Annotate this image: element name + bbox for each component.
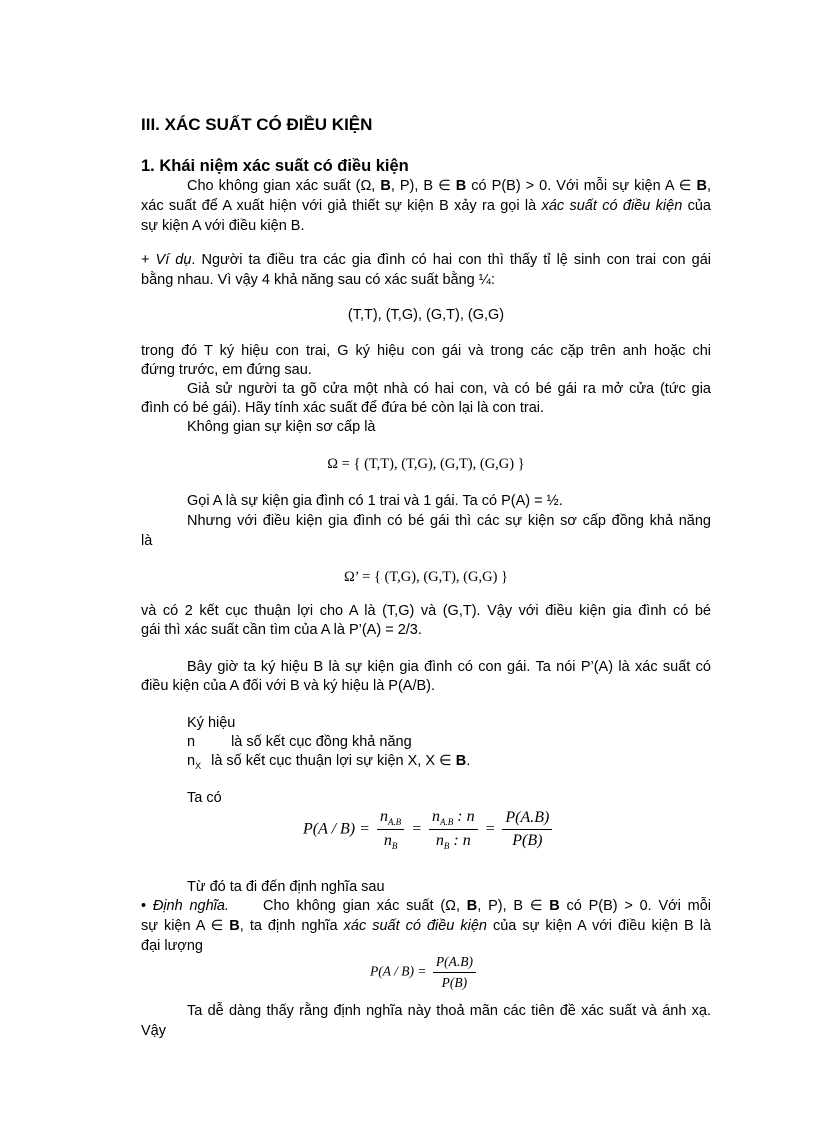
example-line-10: là [141, 533, 153, 549]
example-line-9: Nhưng với điều kiện gia đình có bé gái thì các sự kiện sơ cấp đồng khả năng [187, 513, 711, 529]
formula2-fraction: $\frac{P(A.B)}{P(B)}$ [433, 954, 476, 991]
intro-line-3: sự kiện A với điều kiện B. [141, 218, 305, 234]
example-line-3: trong đó T ký hiệu con trai, G ký hiệu con gái và trong các cặp trên anh hoặc chi [141, 343, 711, 359]
conditional-probability-formula: P(A / B) = $\frac{n_{A.B}}{n_B}$ = $\frac{n_{A.B} : n}{n_B : n}$ = $\frac{P(A.B)}{P(B)}$ [303, 808, 555, 851]
definition-formula [370, 954, 479, 991]
formula2-lhs: P(A / B) = [370, 963, 427, 979]
formula1-lhs: P(A / B) = [303, 820, 370, 838]
definition-line-3: đại lượng [141, 938, 203, 954]
notation-nx-line: $n_X$ là số kết cục thuận lợi sự kiện X, X ∈ B. [187, 753, 471, 771]
example-line-6: đình có bé gái). Hãy tính xác suất để đứa bé còn lại là con trai. [141, 400, 545, 416]
definition-lead: Từ đó ta đi đến định nghĩa sau [187, 879, 385, 895]
formula1-fraction-3: $\frac{P(A.B)}{P(B)}$ [502, 809, 552, 850]
outcomes-formula: (T,T), (T,G), (G,T), (G,G) [347, 307, 505, 323]
example-line-8: Gọi A là sự kiện gia đình có 1 trai và 1 gái. Ta có P(A) = ½. [187, 493, 563, 509]
example-line-4: đứng trước, em đứng sau. [141, 362, 312, 378]
formula1-fraction-1: $\frac{n_{A.B}}{n_B}$ [377, 808, 404, 851]
example-line-1: + Ví dụ. Người ta điều tra các gia đình có hai con thì thấy tỉ lệ sinh con trai con gái [141, 252, 711, 268]
ta-co-label: Ta có [187, 790, 222, 806]
example-line-5: Giả sử người ta gõ cửa một nhà có hai con, và có bé gái ra mở cửa (tức gia [187, 381, 711, 397]
intro-line-2: xác suất để A xuất hiện với giả thiết sự kiện B xảy ra gọi là xác suất có điều kiện của [141, 198, 711, 214]
closing-line-1: Ta dễ dàng thấy rằng định nghĩa này thoả mãn các tiên đề xác suất và ánh xạ. [187, 1003, 711, 1019]
notation-n-line: n là số kết cục đồng khả năng [187, 734, 412, 750]
example-line-13: Bây giờ ta ký hiệu B là sự kiện gia đình có con gái. Ta nói P’(A) là xác suất có [187, 659, 711, 675]
example-line-14: điều kiện của A đối với B và ký hiệu là P(A/B). [141, 678, 436, 694]
example-line-12: gái thì xác suất cần tìm của A là P’(A) = 2/3. [141, 622, 422, 638]
example-line-11: và có 2 kết cục thuận lợi cho A là (T,G) và (G,T). Vậy với điều kiện gia đình có bé [141, 603, 711, 619]
example-line-7: Không gian sự kiện sơ cấp là [187, 419, 376, 435]
omega-prime-formula: Ω’ = { (T,G), (G,T), (G,G) } [344, 569, 508, 585]
omega-formula: Ω = { (T,T), (T,G), (G,T), (G,G) } [327, 456, 525, 472]
subsection-title: 1. Khái niệm xác suất có điều kiện [141, 157, 409, 175]
definition-line-2: sự kiện A ∈ B, ta định nghĩa xác suất có điều kiện của sự kiện A với điều kiện B là [141, 918, 712, 934]
intro-line-1: Cho không gian xác suất (Ω, B, P), B ∈ B có P(B) > 0. Với mỗi sự kiện A ∈ B, [187, 178, 711, 194]
formula1-fraction-2: $\frac{n_{A.B} : n}{n_B : n}$ [429, 808, 478, 851]
closing-line-2: Vậy [141, 1023, 166, 1039]
section-title: III. XÁC SUẤT CÓ ĐIỀU KIỆN [141, 115, 373, 134]
definition-line-1: • Định nghĩa. Cho không gian xác suất (Ω, B, P), B ∈ B có P(B) > 0. Với mỗi [141, 898, 711, 914]
notation-label: Ký hiệu [187, 715, 236, 731]
example-line-2: bằng nhau. Vì vậy 4 khả năng sau có xác suất bằng ¼: [141, 272, 495, 288]
